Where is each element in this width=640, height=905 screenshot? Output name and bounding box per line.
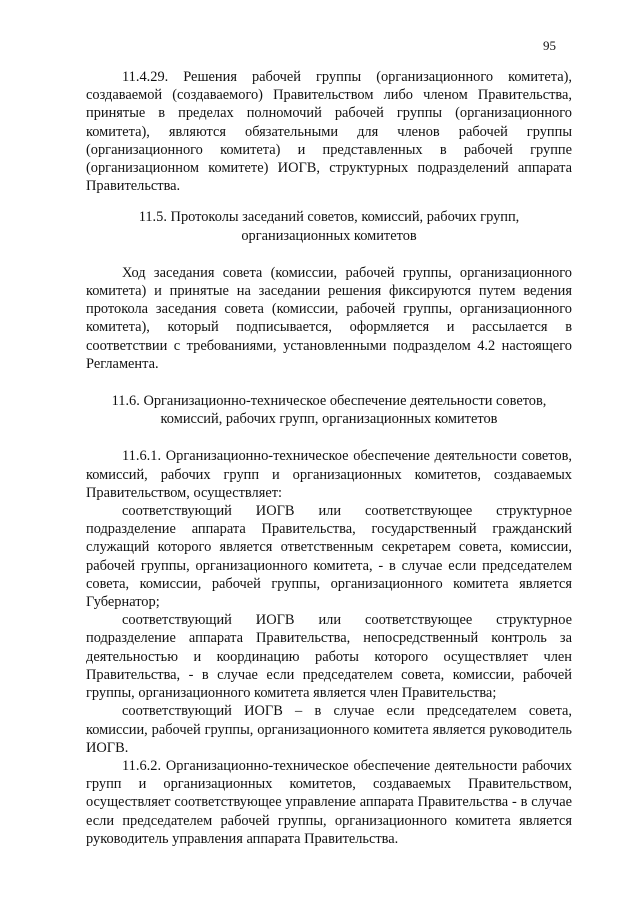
document-body [86,68,572,848]
paragraph-11-4-29: 11.4.29. Решения рабочей группы (организационного комитета), создаваемой (создаваемого) Правительством либо членом Правительства, принятые в пределах полномочий рабочей группы (организационного комитета), являются обязательными для членов рабочей группы (организационного комитета) и представленных в рабочей группе (организационном комитете) ИОГВ, структурных подразделений аппарата Правительства. [86,69,572,195]
paragraph-11-6-1: 11.6.1. Организационно-техническое обеспечение деятельности советов, комиссий, рабочих групп и организационных комитетов, создаваемых Правительством, осуществляет: [86,448,572,501]
paragraph-11-6-1-item-governor: соответствующий ИОГВ или соответствующее структурное подразделение аппарата Правительства, государственный гражданский служащий которого является ответственным секретарем совета, комиссии, рабочей группы, организационного комитета, - в случае если председателем совета, комиссии, рабочей группы, организационного комитета является Губернатор; [86,503,572,611]
paragraph-11-6-2: 11.6.2. Организационно-техническое обеспечение деятельности рабочих групп и организационных комитетов, создаваемых Правительством, осуществляет соответствующее управление аппарата Правительства - в случае если председателем рабочей группы, организационного комитета является руководитель управления аппарата Правительства. [86,757,572,847]
paragraph-11-6-1-item-iogv-head: соответствующий ИОГВ – в случае если председателем совета, комиссии, рабочей группы, организационного комитета является руководитель ИОГВ. [86,703,572,756]
section-heading-11-6: 11.6. Организационно-техническое обеспечение деятельности советов, комиссий, рабочих групп, организационных комитетов [111,393,547,428]
page-number: 95 [543,38,556,53]
paragraph-11-5: Ход заседания совета (комиссии, рабочей группы, организационного комитета) и принятые на заседании решения фиксируются путем ведения протокола заседания совета (комиссии, рабочей группы, организационного комитета), который подписывается, оформляется и рассылается в соответствии с требованиями, установленными подразделом 4.2 настоящего Регламента. [86,264,572,372]
section-heading-11-5: 11.5. Протоколы заседаний советов, комиссий, рабочих групп, организационных комитетов [138,209,520,244]
paragraph-11-6-1-item-government-member: соответствующий ИОГВ или соответствующее структурное подразделение аппарата Правительства, непосредственный контроль за деятельностью и координацию работы которого осуществляет член Правительства, - в случае если председателем совета, комиссии, рабочей группы, организационного комитета является член Правительства; [86,612,572,702]
